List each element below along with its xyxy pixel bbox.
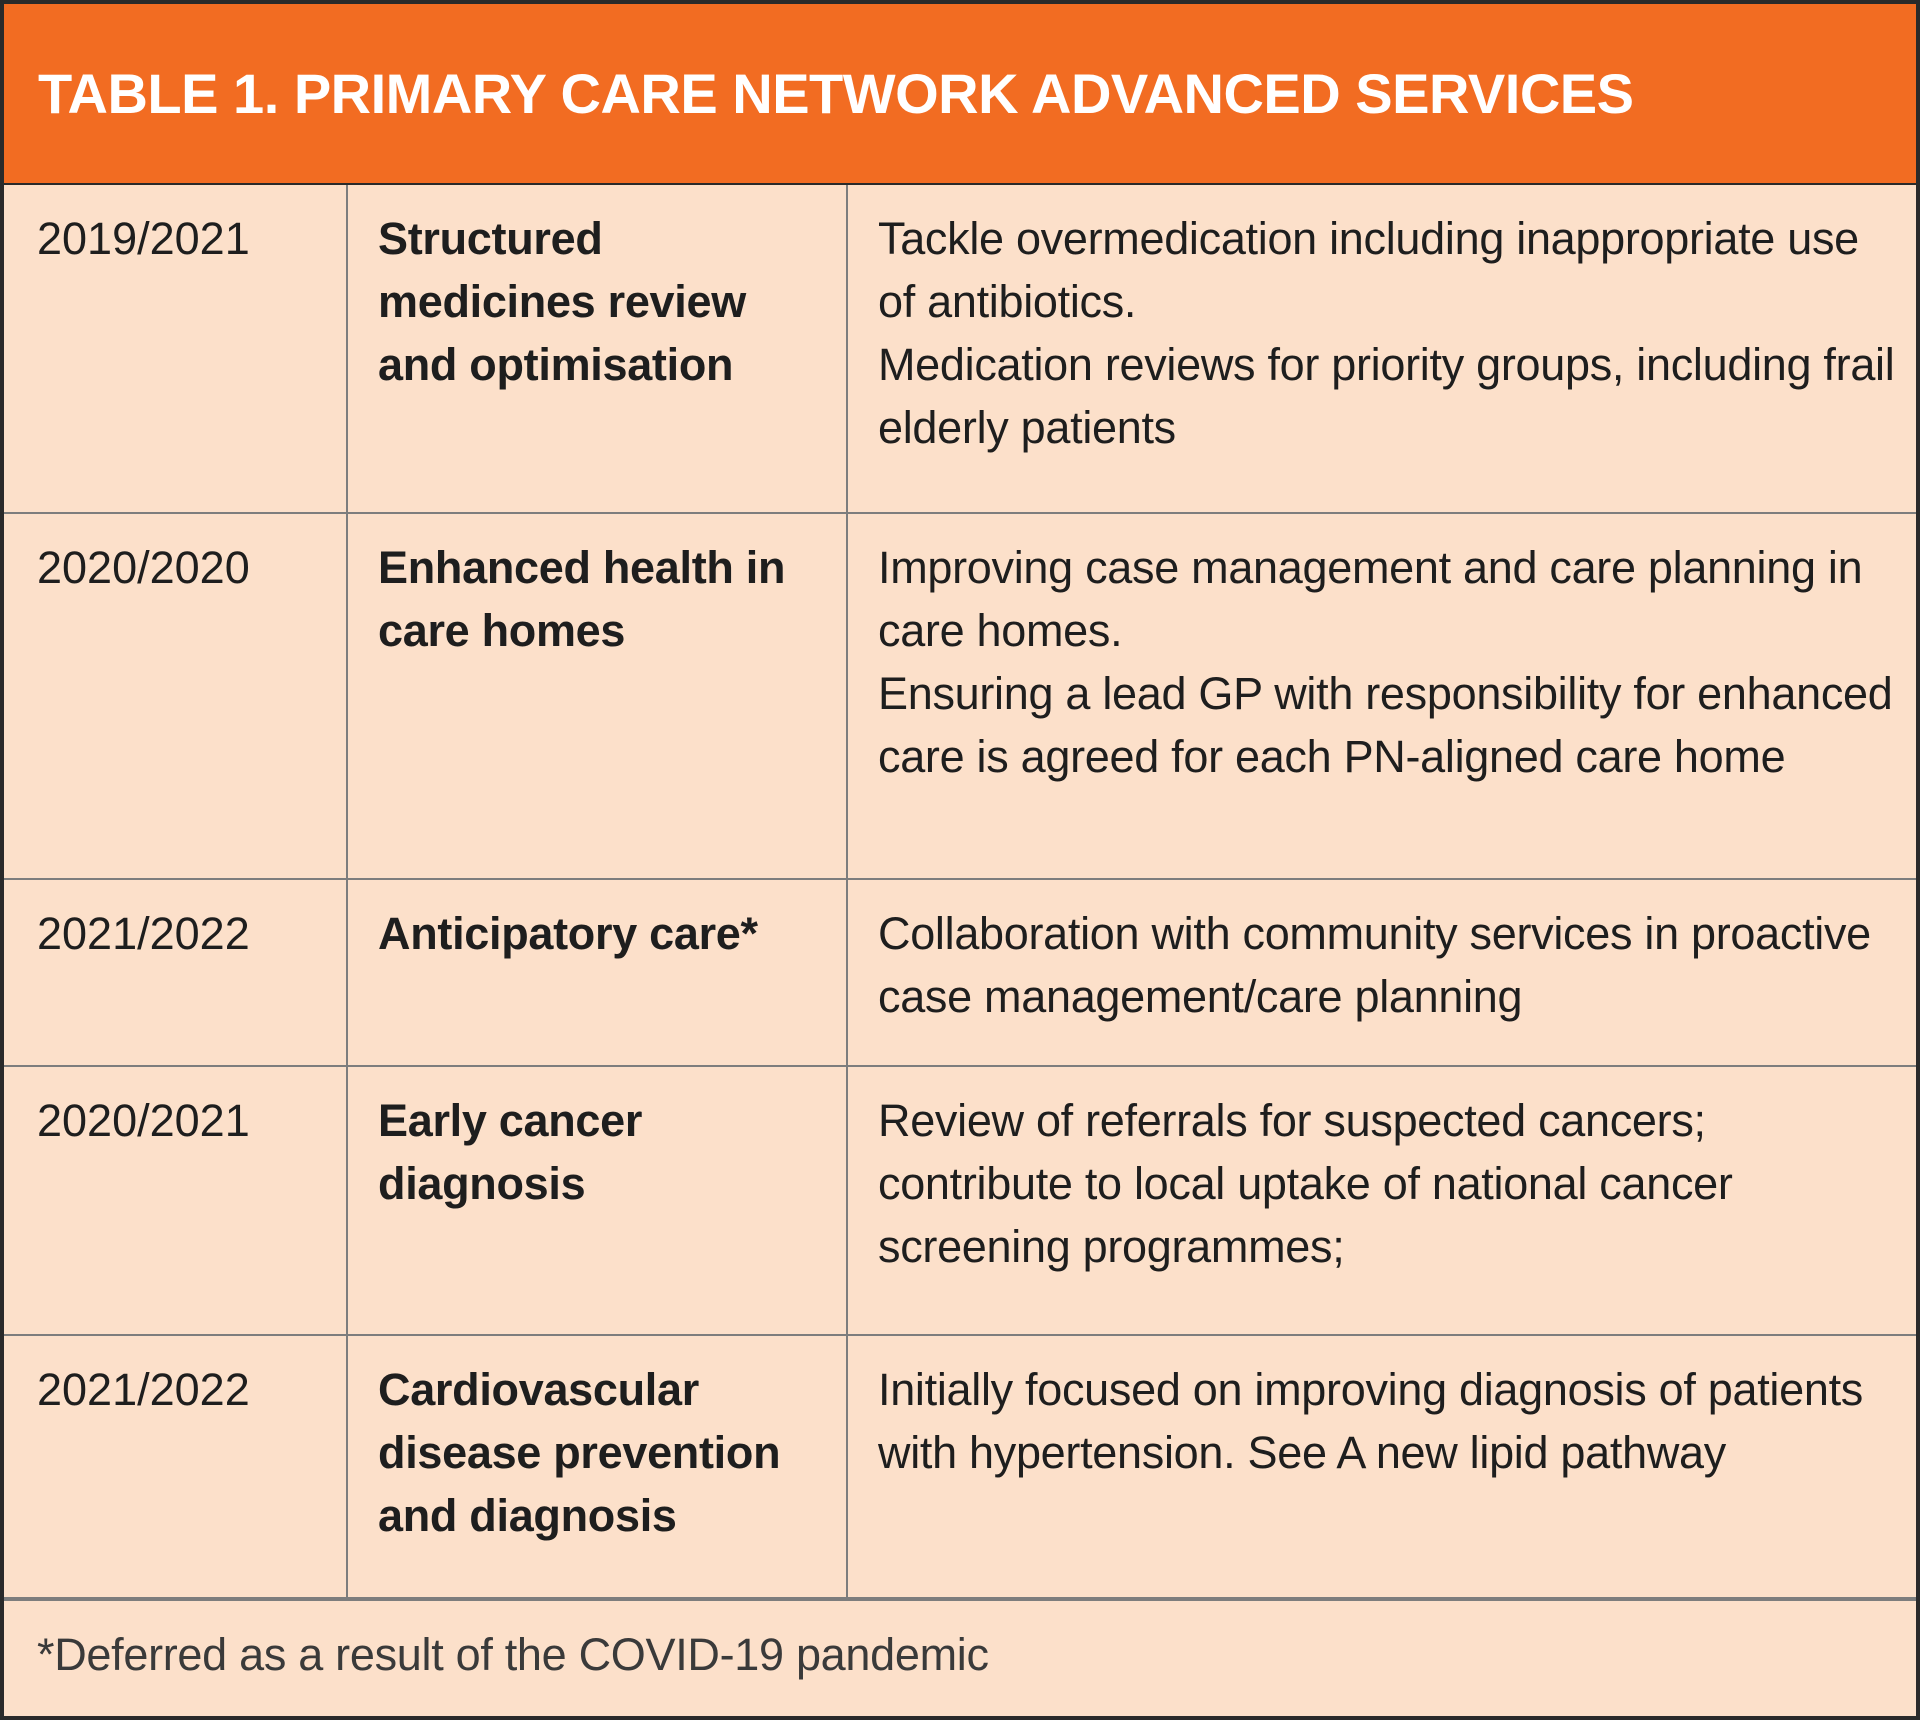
table-footnote: *Deferred as a result of the COVID-19 pandemic bbox=[4, 1599, 1916, 1717]
description-cell bbox=[847, 185, 1916, 513]
description-cell bbox=[847, 513, 1916, 879]
description-line: Initially focused on improving diagnosis of patients with hypertension. See A new lipid pathway bbox=[878, 1364, 1863, 1478]
period-cell: 2020/2021 bbox=[4, 1066, 347, 1335]
services-table bbox=[4, 185, 1916, 1599]
service-cell: Enhanced health in care homes bbox=[347, 513, 847, 879]
service-cell: Structured medicines review and optimisation bbox=[347, 185, 847, 513]
description-line: Medication reviews for priority groups, including frail elderly patients bbox=[878, 339, 1895, 453]
period-cell: 2020/2020 bbox=[4, 513, 347, 879]
table-header-bar bbox=[4, 4, 1916, 185]
description-cell bbox=[847, 879, 1916, 1066]
service-cell: Anticipatory care* bbox=[347, 879, 847, 1066]
service-cell: Early cancer diagnosis bbox=[347, 1066, 847, 1335]
service-cell: Cardiovascular disease prevention and diagnosis bbox=[347, 1335, 847, 1598]
period-cell: 2019/2021 bbox=[4, 185, 347, 513]
table-row bbox=[4, 513, 1916, 879]
table-row bbox=[4, 1335, 1916, 1598]
table-row bbox=[4, 1066, 1916, 1335]
period-cell: 2021/2022 bbox=[4, 1335, 347, 1598]
description-line: Review of referrals for suspected cancers; contribute to local uptake of national cancer screening programmes; bbox=[878, 1095, 1733, 1272]
description-line: Ensuring a lead GP with responsibility for enhanced care is agreed for each PN-aligned care home bbox=[878, 668, 1893, 782]
table-row bbox=[4, 879, 1916, 1066]
description-line: Improving case management and care planning in care homes. bbox=[878, 542, 1863, 656]
period-cell: 2021/2022 bbox=[4, 879, 347, 1066]
description-line: Tackle overmedication including inappropriate use of antibiotics. bbox=[878, 213, 1859, 327]
description-cell bbox=[847, 1066, 1916, 1335]
description-line: Collaboration with community services in proactive case management/care planning bbox=[878, 908, 1871, 1022]
table-row bbox=[4, 185, 1916, 513]
table-title: TABLE 1. PRIMARY CARE NETWORK ADVANCED SERVICES bbox=[38, 62, 1634, 125]
description-cell bbox=[847, 1335, 1916, 1598]
